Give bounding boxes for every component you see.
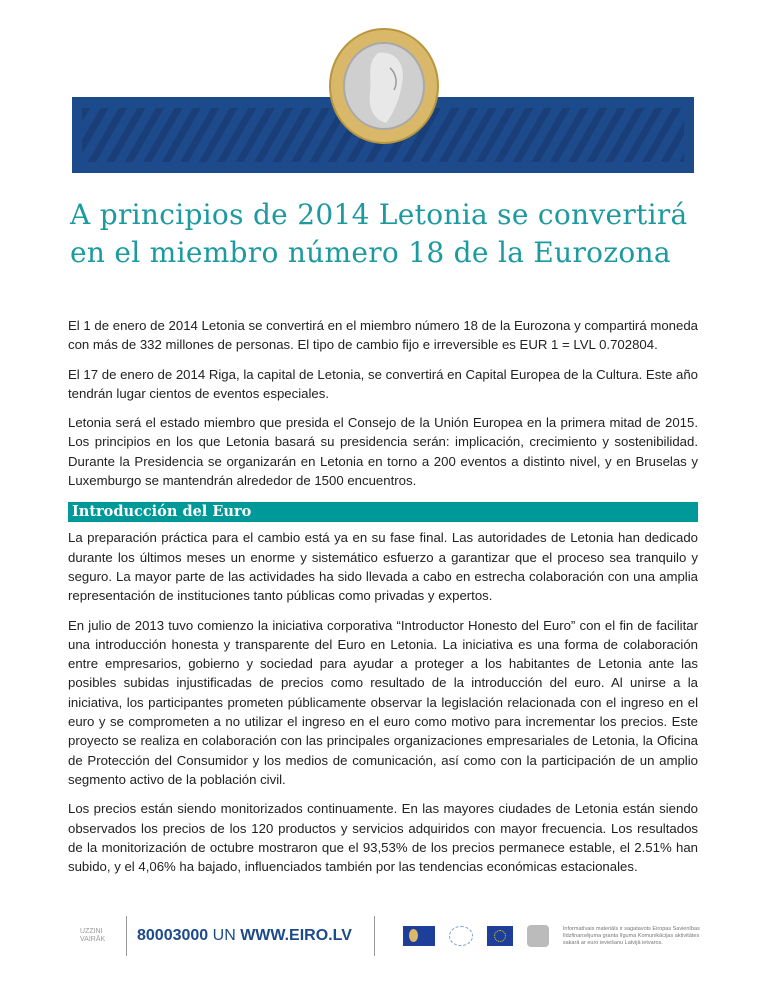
paragraph: Los precios están siendo monitorizados continuamente. En las mayores ciudades de Letonia están siendo observados los precios de los 120 productos y servicios adquiridos con mayor frecuencia. Los resultados de la monitorización de octubre mostraron que el 93,53% de los precios permanece estable, el 2.51% han subido, y el 4,06% ha bajado, influenciados también por las tendencias económicas estacionales. [68, 801, 698, 875]
article-body [68, 316, 698, 886]
section-heading: Introducción del Euro [68, 502, 698, 522]
page-title: A principios de 2014 Letonia se convertirá en el miembro número 18 de la Eurozona [70, 198, 688, 269]
euro-coin-image [328, 28, 440, 144]
paragraph: La preparación práctica para el cambio está ya en su fase final. Las autoridades de Letonia han dedicado durante los últimos meses un enorme y sistemático esfuerzo a garantizar que el proceso sea tranquilo y seguro. La mayor parte de las actividades ha sido llevada a cabo en estrecha colaboración con una amplia representación de instituciones tanto públicas como privadas y expertos. [68, 530, 698, 604]
website-link[interactable]: WWW.EIRO.LV [240, 927, 352, 944]
paragraph: El 1 de enero de 2014 Letonia se convertirá en el miembro número 18 de la Eurozona y compartirá moneda con más de 332 millones de personas. El tipo de cambio fijo e irreversible es EUR 1 = LVL 0.702804. [68, 318, 698, 353]
funding-notice: Informatīvais materiāls ir sagatavots Eiropas Savienības līdzfinansējuma granta līguma Komunikācijas aktivitātes sakarā ar euro ieviešanu Latvijā ietvaros. [562, 925, 700, 946]
paragraph: En julio de 2013 tuvo comienzo la iniciativa corporativa “Introductor Honesto del Euro” con el fin de facilitar una introducción honesta y transparente del Euro en Letonia. La iniciativa es una forma de colaboración entre empresarios, gobierno y sociedad para ayudar a proteger a los habitantes de Letonia ante las posibles subidas injustificadas de precios como resultado de la introducción del euro. Al unirse a la iniciativa, los participantes prometen públicamente observar la legislación relacionada con el ingreso en el euro y se comprometen a no utilizar el ingreso en el euro como motivo para incrementar los precios. Este proyecto se realiza en colaboración con las principales organizaciones empresariales de Letonia, la Oficina de Protección del Consumidor y los medios de comunicación, así como con la participación de un amplio segmento activo de la población civil. [68, 617, 698, 787]
eu-flag-icon [487, 926, 513, 946]
eu-logo-icon [403, 926, 435, 946]
footer [80, 915, 720, 957]
divider [126, 916, 127, 956]
contact-line [137, 927, 352, 945]
latvia-coat-of-arms-icon [527, 925, 549, 947]
paragraph: El 17 de enero de 2014 Riga, la capital de Letonia, se convertirá en Capital Europea de la Cultura. Este año tendrán lugar cientos de eventos especiales. [68, 366, 698, 401]
paragraph: Letonia será el estado miembro que presida el Consejo de la Unión Europea en la primera mitad de 2015. Los principios en los que Letonia basará su presidencia serán: implicación, crecimiento y sostenibilidad. Durante la Presidencia se organizarán en Letonia en torno a 200 eventos a distinto nivel, y en Bruselas y Luxemburgo se mantendrán alrededor de 1500 encuentros. [68, 415, 698, 489]
more-info-label: UZZINI VAIRĀK [80, 928, 106, 943]
phone-number: 80003000 [137, 927, 209, 944]
divider [374, 916, 375, 956]
conjunction: UN [208, 927, 241, 944]
ministry-logo-icon [449, 926, 473, 946]
